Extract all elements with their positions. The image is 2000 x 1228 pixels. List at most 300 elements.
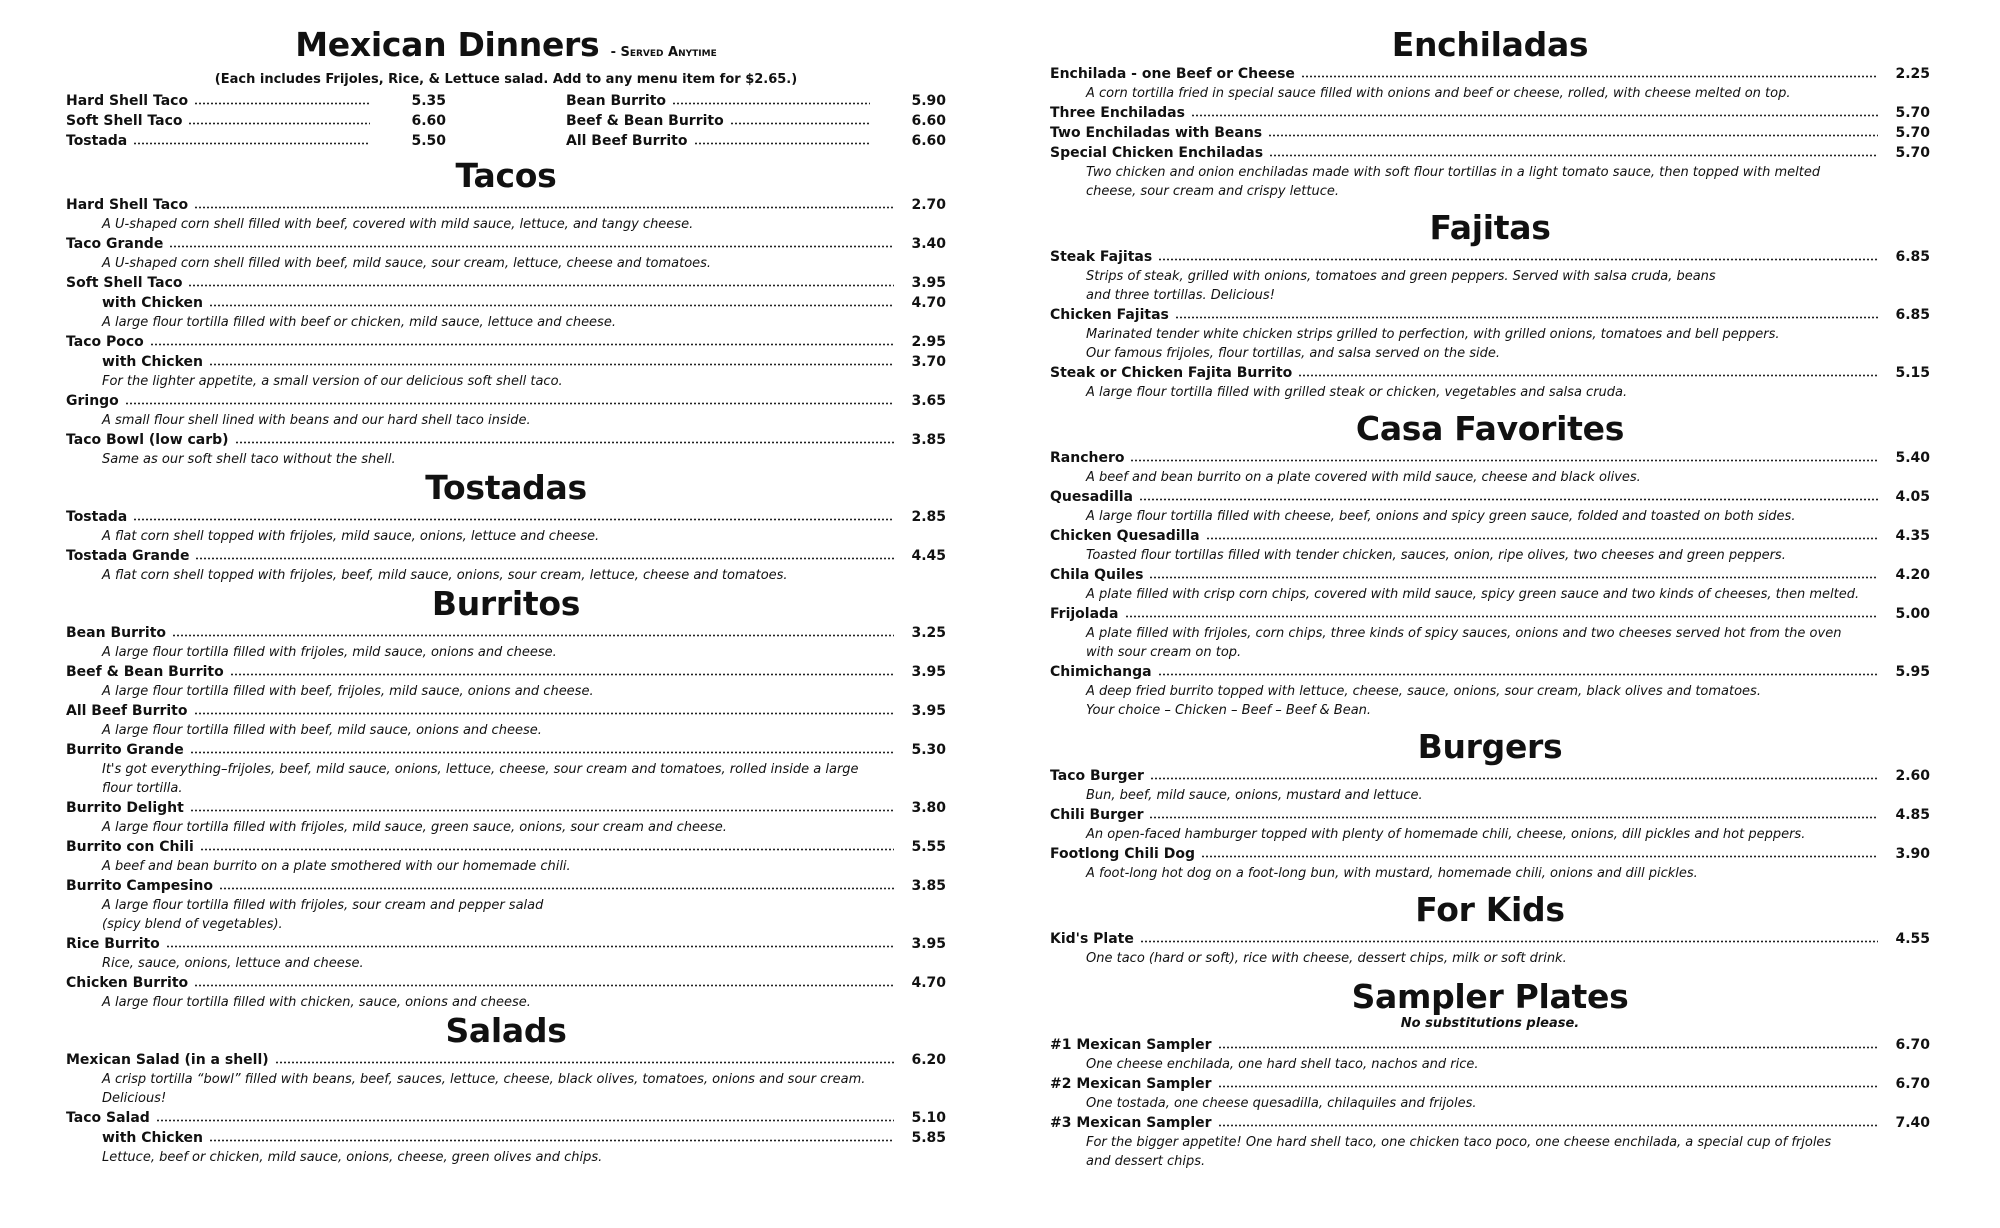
section-tacos <box>66 157 946 469</box>
item-description <box>1050 325 1930 363</box>
item-description: A large flour tortilla filled with beef or chicken, mild sauce, lettuce and cheese. <box>102 315 616 330</box>
section-title <box>66 26 946 72</box>
section-note: No substitutions please. <box>1400 1016 1580 1031</box>
item-row <box>1050 1113 1930 1133</box>
menu-item <box>1050 305 1930 363</box>
section-title: Burgers <box>1417 727 1563 766</box>
item-row <box>1050 526 1930 546</box>
dot-leader <box>1149 816 1878 819</box>
item-description: A flat corn shell topped with frijoles, beef, mild sauce, onions, sour cream, lettuce, cheese and tomatoes. <box>102 568 788 583</box>
menu-item <box>66 1050 946 1108</box>
item-description-line: Our famous frijoles, flour tortillas, and salsa served on the side. <box>1086 346 1500 361</box>
item-name: Chili Burger <box>1050 807 1144 823</box>
item-row <box>66 332 946 352</box>
dot-leader <box>694 142 871 145</box>
item-description: A flat corn shell topped with frijoles, mild sauce, onions, lettuce and cheese. <box>102 529 600 544</box>
item-name: Chimichanga <box>1050 664 1152 680</box>
menu-item <box>1050 805 1930 844</box>
item-price: 5.30 <box>911 742 946 758</box>
dot-leader <box>188 122 370 125</box>
dinner-row <box>566 131 946 151</box>
menu-item <box>66 662 946 701</box>
item-name: Steak Fajitas <box>1050 249 1153 265</box>
section-mexican-dinners <box>66 26 946 151</box>
item-description: Bun, beef, mild sauce, onions, mustard and lettuce. <box>1086 788 1423 803</box>
dinner-row <box>66 111 446 131</box>
item-price: 7.40 <box>1895 1115 1930 1131</box>
item-description: A beef and bean burrito on a plate smothered with our homemade chili. <box>102 859 571 874</box>
item-name: Chicken Fajitas <box>1050 307 1169 323</box>
item-price: 5.15 <box>1895 365 1930 381</box>
item-row <box>66 798 946 818</box>
item-price: 5.70 <box>1895 145 1930 161</box>
item-name: Chicken Burrito <box>66 975 189 991</box>
dot-leader <box>730 122 870 125</box>
item-price: 4.70 <box>911 975 946 991</box>
menu-item <box>1050 526 1930 565</box>
item-row <box>1050 1035 1930 1055</box>
dinner-row <box>566 111 946 131</box>
item-name: Burrito con Chili <box>66 839 194 855</box>
item-name: #2 Mexican Sampler <box>1050 1076 1212 1092</box>
item-row <box>1050 565 1930 585</box>
item-price: 3.90 <box>1895 846 1930 862</box>
variant-price: 3.70 <box>911 354 946 370</box>
section-note: (Each includes Frijoles, Rice, & Lettuce salad. Add to any menu item for $2.65.) <box>214 72 798 87</box>
item-row <box>1050 64 1930 84</box>
item-name: Mexican Salad (in a shell) <box>66 1052 269 1068</box>
item-name: Bean Burrito <box>66 625 167 641</box>
item-price: 3.95 <box>911 936 946 952</box>
section-title: Salads <box>445 1011 567 1050</box>
menu-item <box>1050 766 1930 805</box>
menu-item <box>66 934 946 973</box>
item-name: Frijolada <box>1050 606 1119 622</box>
item-row <box>1050 363 1930 383</box>
item-name: Soft Shell Taco <box>66 275 183 291</box>
item-row <box>66 740 946 760</box>
dot-leader <box>1206 537 1878 540</box>
item-description: A foot-long hot dog on a foot-long bun, with mustard, homemade chili, onions and dill pickles. <box>1086 866 1698 881</box>
dot-leader <box>125 402 894 405</box>
menu-item <box>1050 247 1930 305</box>
item-description: One cheese enchilada, one hard shell taco, nachos and rice. <box>1086 1057 1479 1072</box>
item-price: 5.40 <box>1895 450 1930 466</box>
section-title: Fajitas <box>1429 208 1551 247</box>
item-name: Gringo <box>66 393 119 409</box>
item-row <box>66 507 946 527</box>
dot-leader <box>133 518 894 521</box>
section-burritos <box>66 585 946 1012</box>
dot-leader <box>1301 75 1878 78</box>
item-description-line: A deep fried burrito topped with lettuce, cheese, sauce, onions, sour cream, black olives and tomatoes. <box>1086 684 1761 699</box>
dot-leader <box>1298 374 1878 377</box>
item-description: A U-shaped corn shell filled with beef, covered with mild sauce, lettuce, and tangy cheese. <box>102 217 694 232</box>
item-name: Taco Bowl (low carb) <box>66 432 229 448</box>
item-price: 3.80 <box>911 800 946 816</box>
section-title-text: Mexican Dinners <box>295 25 600 64</box>
item-price: 3.95 <box>911 664 946 680</box>
item-description: A large flour tortilla filled with beef, frijoles, mild sauce, onions and cheese. <box>102 684 594 699</box>
item-price: 4.35 <box>1895 528 1930 544</box>
item-description: Same as our soft shell taco without the shell. <box>102 452 396 467</box>
item-row <box>66 195 946 215</box>
dot-leader <box>1130 459 1878 462</box>
item-row <box>66 234 946 254</box>
item-description-line: Marinated tender white chicken strips grilled to perfection, with grilled onions, tomatoes and bell peppers. <box>1086 327 1780 342</box>
menu-item <box>66 391 946 430</box>
section-sampler-plates <box>1050 978 1930 1171</box>
item-price: 5.00 <box>1895 606 1930 622</box>
section-salads <box>66 1012 946 1167</box>
menu-item <box>1050 123 1930 143</box>
dot-leader <box>209 1139 894 1142</box>
dot-leader <box>1125 615 1878 618</box>
item-name: Taco Grande <box>66 236 164 252</box>
item-description-line: and dessert chips. <box>1086 1154 1206 1169</box>
menu-item <box>1050 143 1930 201</box>
item-price: 2.70 <box>911 197 946 213</box>
item-price: 6.20 <box>911 1052 946 1068</box>
item-price: 3.25 <box>911 625 946 641</box>
item-name: Rice Burrito <box>66 936 160 952</box>
section-casa-favorites <box>1050 410 1930 720</box>
dot-leader <box>1139 498 1878 501</box>
item-price: 3.65 <box>911 393 946 409</box>
item-description-line: (spicy blend of vegetables). <box>102 917 283 932</box>
dot-leader <box>194 984 894 987</box>
item-name: Bean Burrito <box>566 93 667 109</box>
menu-column-right <box>1050 26 1930 1171</box>
item-price: 4.55 <box>1895 931 1930 947</box>
item-name: Kid's Plate <box>1050 931 1134 947</box>
menu-item <box>1050 604 1930 662</box>
item-description: A U-shaped corn shell filled with beef, mild sauce, sour cream, lettuce, cheese and tomatoes. <box>102 256 712 271</box>
item-name: Steak or Chicken Fajita Burrito <box>1050 365 1293 381</box>
dinner-col-left <box>66 91 446 151</box>
item-description: A large flour tortilla filled with frijoles, mild sauce, green sauce, onions, sour cream and cheese. <box>102 820 727 835</box>
menu-item <box>1050 1113 1930 1171</box>
menu-item <box>1050 1074 1930 1113</box>
item-row <box>66 430 946 450</box>
dot-leader <box>166 945 894 948</box>
item-description: An open-faced hamburger topped with plenty of homemade chili, cheese, onions, dill pickles and hot peppers. <box>1086 827 1806 842</box>
item-name: Taco Burger <box>1050 768 1144 784</box>
item-description-line: A large flour tortilla filled with frijoles, sour cream and pepper salad <box>102 898 544 913</box>
item-description: Toasted flour tortillas filled with tender chicken, sauces, onion, ripe olives, two cheeses and green peppers. <box>1086 548 1786 563</box>
menu-item <box>1050 448 1930 487</box>
item-row <box>1050 766 1930 786</box>
menu-column-left <box>66 26 946 1167</box>
item-variant-row <box>66 293 946 313</box>
dot-leader <box>1150 777 1878 780</box>
item-row <box>66 662 946 682</box>
item-price: 4.20 <box>1895 567 1930 583</box>
dot-leader <box>235 441 894 444</box>
item-description: Two chicken and onion enchiladas made with soft flour tortillas in a light tomato sauce, then topped with melted cheese, sour cream and crispy lettuce. <box>1086 165 1821 199</box>
item-row <box>1050 247 1930 267</box>
item-price: 6.60 <box>911 113 946 129</box>
dot-leader <box>194 712 895 715</box>
item-price: 6.70 <box>1895 1076 1930 1092</box>
item-row <box>1050 123 1930 143</box>
menu-item <box>1050 844 1930 883</box>
item-description: It's got everything–frijoles, beef, mild sauce, onions, lettuce, cheese, sour cream and tomatoes, rolled inside a large flour tortilla. <box>102 762 859 796</box>
item-name: Chila Quiles <box>1050 567 1144 583</box>
item-row <box>1050 805 1930 825</box>
item-price: 2.25 <box>1895 66 1930 82</box>
dot-leader <box>1149 576 1878 579</box>
dot-leader <box>209 363 894 366</box>
menu-item <box>66 876 946 934</box>
item-description: A large flour tortilla filled with frijoles, mild sauce, onions and cheese. <box>102 645 557 660</box>
menu-item <box>66 195 946 234</box>
dot-leader <box>1269 154 1878 157</box>
dot-leader <box>1191 114 1878 117</box>
menu-item <box>66 837 946 876</box>
item-name: All Beef Burrito <box>566 133 688 149</box>
item-price: 3.85 <box>911 878 946 894</box>
variant-price: 4.70 <box>911 295 946 311</box>
dot-leader <box>169 245 894 248</box>
item-row <box>66 391 946 411</box>
item-description: A crisp tortilla “bowl” filled with beans, beef, sauces, lettuce, cheese, black olives, tomatoes, onions and sour cream. Delicious! <box>102 1072 866 1106</box>
menu-item <box>1050 565 1930 604</box>
item-name: #1 Mexican Sampler <box>1050 1037 1212 1053</box>
item-name: Beef & Bean Burrito <box>66 664 224 680</box>
menu-item <box>66 546 946 585</box>
dinner-row <box>566 91 946 111</box>
dot-leader <box>195 557 894 560</box>
item-name: Tostada <box>66 509 128 525</box>
item-price: 5.10 <box>911 1110 946 1126</box>
dinner-grid <box>66 91 946 151</box>
section-title: Burritos <box>431 584 581 623</box>
dot-leader <box>1158 673 1878 676</box>
section-title: Sampler Plates <box>1351 977 1629 1016</box>
item-row <box>66 273 946 293</box>
dinner-col-right <box>566 91 946 151</box>
section-title: Enchiladas <box>1391 25 1589 64</box>
item-variant-row <box>66 352 946 372</box>
variant-price: 5.85 <box>911 1130 946 1146</box>
dot-leader <box>1218 1085 1878 1088</box>
section-enchiladas <box>1050 26 1930 201</box>
item-description <box>1050 267 1930 305</box>
item-variant-row <box>66 1128 946 1148</box>
menu-item <box>1050 662 1930 720</box>
dot-leader <box>1218 1046 1878 1049</box>
variant-name: with Chicken <box>102 354 204 370</box>
menu-item <box>66 507 946 546</box>
item-name: Quesadilla <box>1050 489 1134 505</box>
item-price: 5.55 <box>911 839 946 855</box>
item-description: A large flour tortilla filled with beef, mild sauce, onions and cheese. <box>102 723 542 738</box>
section-tostadas <box>66 469 946 585</box>
dot-leader <box>188 284 894 287</box>
item-name: Three Enchiladas <box>1050 105 1185 121</box>
item-price: 6.60 <box>911 133 946 149</box>
item-name: Enchilada - one Beef or Cheese <box>1050 66 1295 82</box>
item-price: 3.40 <box>911 236 946 252</box>
item-row <box>1050 604 1930 624</box>
variant-name: with Chicken <box>102 295 204 311</box>
item-description: One taco (hard or soft), rice with cheese, dessert chips, milk or soft drink. <box>1086 951 1567 966</box>
item-name: #3 Mexican Sampler <box>1050 1115 1212 1131</box>
dot-leader <box>1201 855 1878 858</box>
item-description: A large flour tortilla filled with cheese, beef, onions and spicy green sauce, folded and toasted on both sides. <box>1086 509 1796 524</box>
menu-item <box>1050 363 1930 402</box>
menu-item <box>1050 487 1930 526</box>
item-row <box>1050 103 1930 123</box>
menu-item <box>66 234 946 273</box>
section-subtitle: - Served Anytime <box>610 45 717 60</box>
menu-item <box>66 973 946 1012</box>
item-row <box>1050 143 1930 163</box>
item-row <box>66 934 946 954</box>
item-name: Soft Shell Taco <box>66 113 183 129</box>
dot-leader <box>1158 258 1878 261</box>
item-price: 2.85 <box>911 509 946 525</box>
item-row <box>1050 305 1930 325</box>
item-description: A plate filled with crisp corn chips, covered with mild sauce, spicy green sauce and two kinds of cheeses, then melted. <box>1086 587 1860 602</box>
item-name: Hard Shell Taco <box>66 93 189 109</box>
item-row <box>66 701 946 721</box>
dot-leader <box>156 1119 894 1122</box>
item-price: 4.45 <box>911 548 946 564</box>
item-row <box>66 1050 946 1070</box>
dinner-row <box>66 131 446 151</box>
menu-item <box>66 273 946 332</box>
item-row <box>1050 487 1930 507</box>
dot-leader <box>133 142 370 145</box>
menu-item <box>1050 1035 1930 1074</box>
dot-leader <box>194 206 894 209</box>
item-description: Lettuce, beef or chicken, mild sauce, onions, cheese, green olives and chips. <box>102 1150 603 1165</box>
dot-leader <box>200 848 894 851</box>
item-name: Burrito Grande <box>66 742 184 758</box>
item-row <box>66 546 946 566</box>
item-description: For the lighter appetite, a small version of our delicious soft shell taco. <box>102 374 563 389</box>
item-price: 5.95 <box>1895 664 1930 680</box>
item-name: Chicken Quesadilla <box>1050 528 1200 544</box>
dot-leader <box>230 673 894 676</box>
item-row <box>66 1108 946 1128</box>
item-name: Footlong Chili Dog <box>1050 846 1195 862</box>
item-price: 2.60 <box>1895 768 1930 784</box>
item-name: Ranchero <box>1050 450 1125 466</box>
item-description: A plate filled with frijoles, corn chips, three kinds of spicy sauces, onions and two cheeses served hot from the oven with sour cream on top. <box>1086 626 1842 660</box>
item-row <box>66 837 946 857</box>
item-description: One tostada, one cheese quesadilla, chilaquiles and frijoles. <box>1086 1096 1477 1111</box>
item-price: 5.70 <box>1895 105 1930 121</box>
section-title: Casa Favorites <box>1355 409 1625 448</box>
item-description <box>66 896 946 934</box>
dot-leader <box>1175 316 1878 319</box>
item-price: 6.85 <box>1895 249 1930 265</box>
menu-item <box>66 430 946 469</box>
section-fajitas <box>1050 209 1930 402</box>
item-price: 2.95 <box>911 334 946 350</box>
item-price: 4.05 <box>1895 489 1930 505</box>
section-burgers <box>1050 728 1930 883</box>
item-row <box>66 973 946 993</box>
item-name: Burrito Campesino <box>66 878 213 894</box>
item-name: Two Enchiladas with Beans <box>1050 125 1263 141</box>
section-title: Tostadas <box>425 468 587 507</box>
item-price: 3.85 <box>911 432 946 448</box>
item-description-line: Your choice – Chicken – Beef – Beef & Bean. <box>1086 703 1372 718</box>
item-name: Hard Shell Taco <box>66 197 189 213</box>
item-description: Rice, sauce, onions, lettuce and cheese. <box>102 956 364 971</box>
item-name: Tostada <box>66 133 128 149</box>
item-price: 5.35 <box>411 93 446 109</box>
menu-item <box>66 740 946 798</box>
dot-leader <box>194 102 370 105</box>
item-price: 3.95 <box>911 703 946 719</box>
dot-leader <box>172 634 894 637</box>
menu-item <box>66 701 946 740</box>
item-name: All Beef Burrito <box>66 703 188 719</box>
item-description: A beef and bean burrito on a plate covered with mild sauce, cheese and black olives. <box>1086 470 1641 485</box>
item-description-line: For the bigger appetite! One hard shell taco, one chicken taco poco, one cheese enchilada, a special cup of frjoles <box>1086 1135 1832 1150</box>
item-row <box>1050 844 1930 864</box>
dot-leader <box>1268 134 1878 137</box>
item-price: 3.95 <box>911 275 946 291</box>
item-price: 5.90 <box>911 93 946 109</box>
item-price: 5.50 <box>411 133 446 149</box>
section-title: For Kids <box>1415 890 1565 929</box>
item-row <box>1050 662 1930 682</box>
item-row <box>1050 1074 1930 1094</box>
item-name: Taco Salad <box>66 1110 150 1126</box>
section-title: Tacos <box>455 156 557 195</box>
item-price: 4.85 <box>1895 807 1930 823</box>
menu-item <box>1050 64 1930 103</box>
dot-leader <box>190 751 894 754</box>
dinner-row <box>66 91 446 111</box>
item-name: Burrito Delight <box>66 800 184 816</box>
dot-leader <box>1140 940 1878 943</box>
item-price: 6.85 <box>1895 307 1930 323</box>
dot-leader <box>190 809 894 812</box>
dot-leader <box>209 304 894 307</box>
item-name: Special Chicken Enchiladas <box>1050 145 1264 161</box>
item-description <box>1050 682 1930 720</box>
item-row <box>1050 448 1930 468</box>
item-description: A large flour tortilla filled with grilled steak or chicken, vegetables and salsa cruda. <box>1086 385 1628 400</box>
item-price: 6.70 <box>1895 1037 1930 1053</box>
menu-item <box>66 332 946 391</box>
item-description-line: and three tortillas. Delicious! <box>1086 288 1275 303</box>
item-description: A large flour tortilla filled with chicken, sauce, onions and cheese. <box>102 995 531 1010</box>
item-row <box>66 876 946 896</box>
dot-leader <box>1218 1124 1878 1127</box>
variant-name: with Chicken <box>102 1130 204 1146</box>
item-name: Tostada Grande <box>66 548 190 564</box>
menu-item <box>66 623 946 662</box>
menu-item <box>1050 103 1930 123</box>
dot-leader <box>150 343 894 346</box>
item-description <box>1050 1133 1930 1171</box>
item-row <box>1050 929 1930 949</box>
item-row <box>66 623 946 643</box>
item-name: Taco Poco <box>66 334 144 350</box>
item-price: 6.60 <box>411 113 446 129</box>
item-description: A corn tortilla fried in special sauce filled with onions and beef or cheese, rolled, with cheese melted on top. <box>1086 86 1791 101</box>
item-price: 5.70 <box>1895 125 1930 141</box>
section-for-kids <box>1050 891 1930 968</box>
